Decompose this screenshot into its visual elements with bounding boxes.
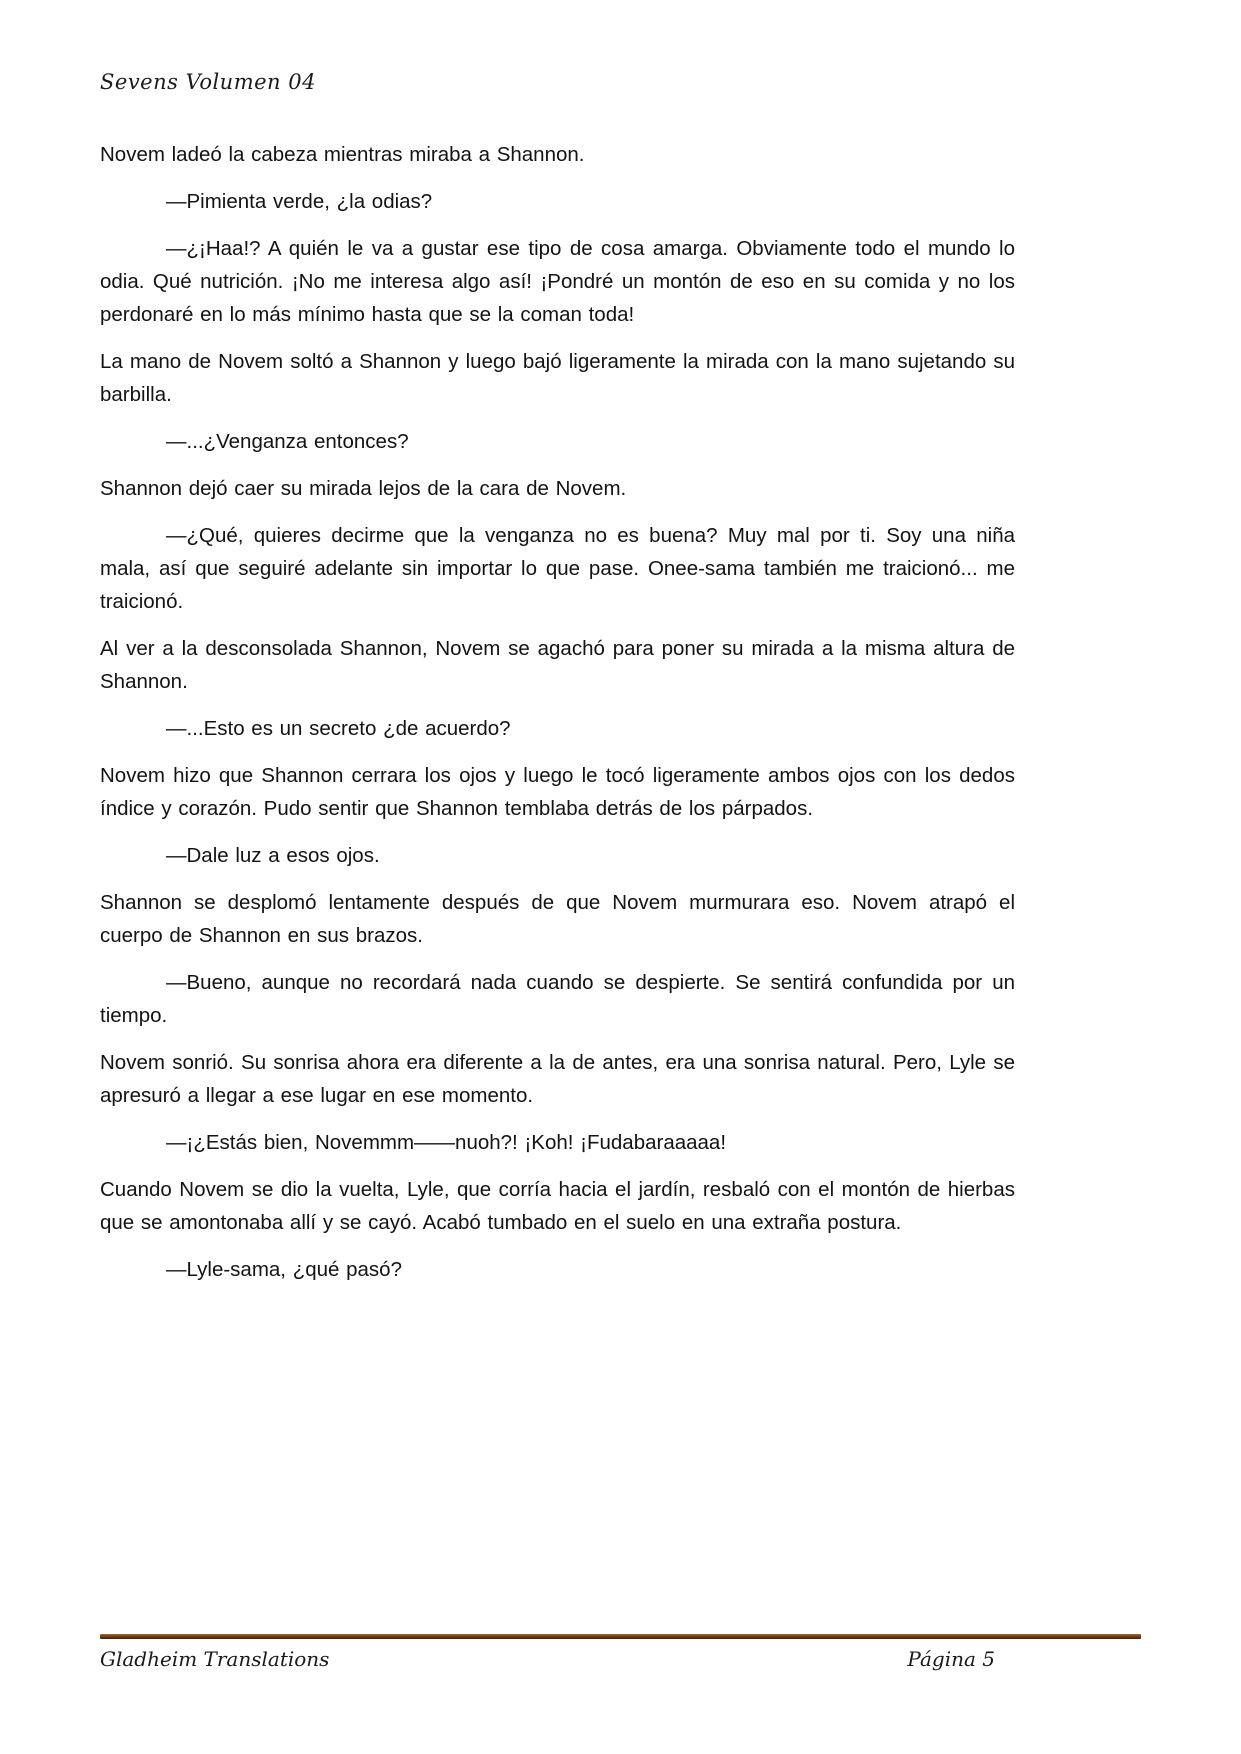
paragraph-narration: Novem sonrió. Su sonrisa ahora era diferente a la de antes, era una sonrisa natural. Pero, Lyle se apresuró a llegar a ese lugar en ese momento. [100, 1051, 1015, 1107]
paragraph-narration: Shannon se desplomó lentamente después de que Novem murmurara eso. Novem atrapó el cuerpo de Shannon en sus brazos. [100, 891, 1015, 947]
footer-page-number: Página 5 [907, 1647, 995, 1671]
paragraph-narration: Shannon dejó caer su mirada lejos de la cara de Novem. [100, 477, 627, 500]
paragraph-dialogue: —¿¡Haa!? A quién le va a gustar ese tipo de cosa amarga. Obviamente todo el mundo lo odia. Qué nutrición. ¡No me interesa algo así! ¡Pondré un montón de eso en su comida y no los perdonaré en lo más mínimo hasta que se la coman toda! [100, 237, 1015, 326]
paragraph-dialogue: —Dale luz a esos ojos. [166, 844, 380, 867]
paragraph-narration: Novem ladeó la cabeza mientras miraba a Shannon. [100, 143, 585, 166]
paragraph-dialogue: —...¿Venganza entonces? [166, 430, 409, 453]
footer-row [100, 1647, 1141, 1671]
paragraph-dialogue: —Lyle-sama, ¿qué pasó? [166, 1258, 402, 1281]
paragraph-narration: Al ver a la desconsolada Shannon, Novem se agachó para poner su mirada a la misma altura de Shannon. [100, 637, 1015, 693]
footer-rule [100, 1634, 1141, 1639]
paragraph-dialogue: —¡¿Estás bien, Novemmm——nuoh?! ¡Koh! ¡Fudabaraaaaa! [166, 1131, 727, 1154]
paragraph-dialogue: —Bueno, aunque no recordará nada cuando se despierte. Se sentirá confundida por un tiempo. [100, 971, 1015, 1027]
document-body [100, 138, 1015, 1300]
document-footer [100, 1634, 1141, 1671]
footer-translator-credit: Gladheim Translations [100, 1647, 330, 1671]
document-header [100, 70, 1141, 94]
header-title: Sevens Volumen 04 [100, 70, 316, 94]
paragraph-dialogue: —¿Qué, quieres decirme que la venganza no es buena? Muy mal por ti. Soy una niña mala, así que seguiré adelante sin importar lo que pase. Onee-sama también me traicionó... me traicionó. [100, 524, 1015, 613]
paragraph-dialogue: —Pimienta verde, ¿la odias? [166, 190, 433, 213]
paragraph-narration: Novem hizo que Shannon cerrara los ojos y luego le tocó ligeramente ambos ojos con los dedos índice y corazón. Pudo sentir que Shannon temblaba detrás de los párpados. [100, 764, 1015, 820]
paragraph-dialogue: —...Esto es un secreto ¿de acuerdo? [166, 717, 511, 740]
paragraph-narration: Cuando Novem se dio la vuelta, Lyle, que corría hacia el jardín, resbaló con el montón de hierbas que se amontonaba allí y se cayó. Acabó tumbado en el suelo en una extraña postura. [100, 1178, 1015, 1234]
paragraph-narration: La mano de Novem soltó a Shannon y luego bajó ligeramente la mirada con la mano sujetando su barbilla. [100, 350, 1015, 406]
